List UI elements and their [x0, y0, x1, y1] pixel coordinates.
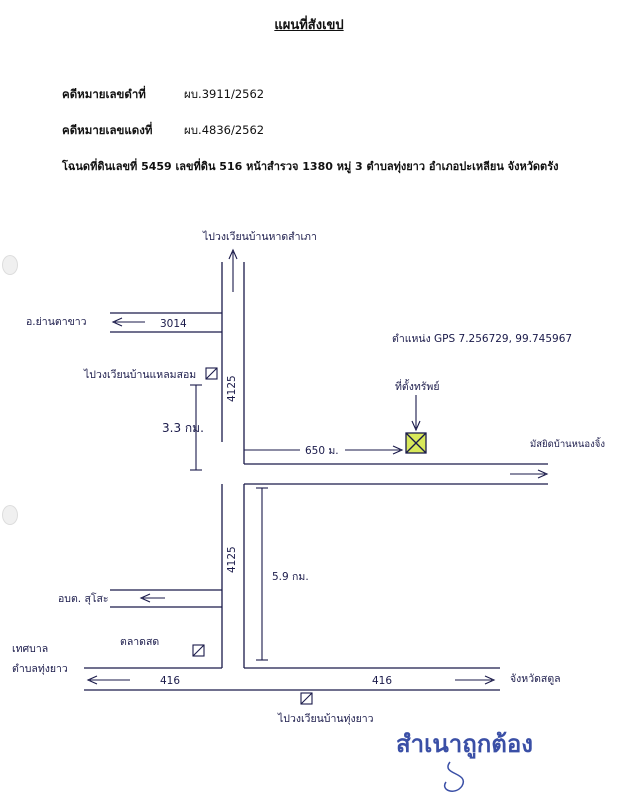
property-marker	[406, 433, 426, 453]
distance-left: 3.3 กม.	[162, 421, 204, 435]
label-east-upper: มัสยิดบ้านหนองจิ้ง	[530, 439, 605, 450]
black-case-label: คดีหมายเลขดำที่	[62, 87, 146, 101]
label-west-3014: อ.ย่านตาขาว	[26, 316, 87, 328]
road-416-east: 416	[372, 675, 393, 687]
signature-mark	[445, 762, 464, 791]
road-3014-label: 3014	[160, 318, 187, 330]
label-top-north: ไปวงเวียนบ้านหาดสำเภา	[203, 231, 317, 243]
distance-650: 650 ม.	[305, 445, 339, 457]
label-west-416-line1: เทศบาล	[12, 643, 49, 655]
label-east-416: จังหวัดสตูล	[510, 673, 561, 685]
landmark-marker	[206, 368, 217, 379]
property-label: ที่ตั้งทรัพย์	[395, 381, 440, 393]
label-market: ตลาดสด	[120, 636, 160, 648]
label-west-lower: อบต. สุโสะ	[58, 593, 109, 605]
road-4125-lower: 4125	[226, 546, 238, 573]
black-case-value: ผบ.3911/2562	[184, 87, 265, 101]
page-title: แผนที่สังเขป	[274, 18, 344, 33]
certified-copy-stamp: สำเนาถูกต้อง	[396, 729, 533, 758]
label-west-416-line2: ตำบลทุ่งยาว	[12, 663, 68, 675]
distance-5-9: 5.9 กม.	[272, 571, 309, 583]
label-junction-left: ไปวงเวียนบ้านแหลมสอม	[84, 369, 197, 381]
red-case-label: คดีหมายเลขแดงที่	[62, 123, 153, 137]
red-case-value: ผบ.4836/2562	[184, 123, 265, 137]
deed-line: โฉนดที่ดินเลขที่ 5459 เลขที่ดิน 516 หน้าสำรวจ 1380 หมู่ 3 ตำบลทุ่งยาว อำเภอปะเหลียน จังหวัดตรัง	[62, 160, 559, 173]
road-4125-upper: 4125	[226, 375, 238, 402]
road-416-west: 416	[160, 675, 181, 687]
landmark-marker	[193, 645, 204, 656]
gps-label: ตำแหน่ง GPS 7.256729, 99.745967	[392, 333, 573, 345]
landmark-marker	[301, 693, 312, 704]
label-bottom: ไปวงเวียนบ้านทุ่งยาว	[278, 713, 374, 725]
